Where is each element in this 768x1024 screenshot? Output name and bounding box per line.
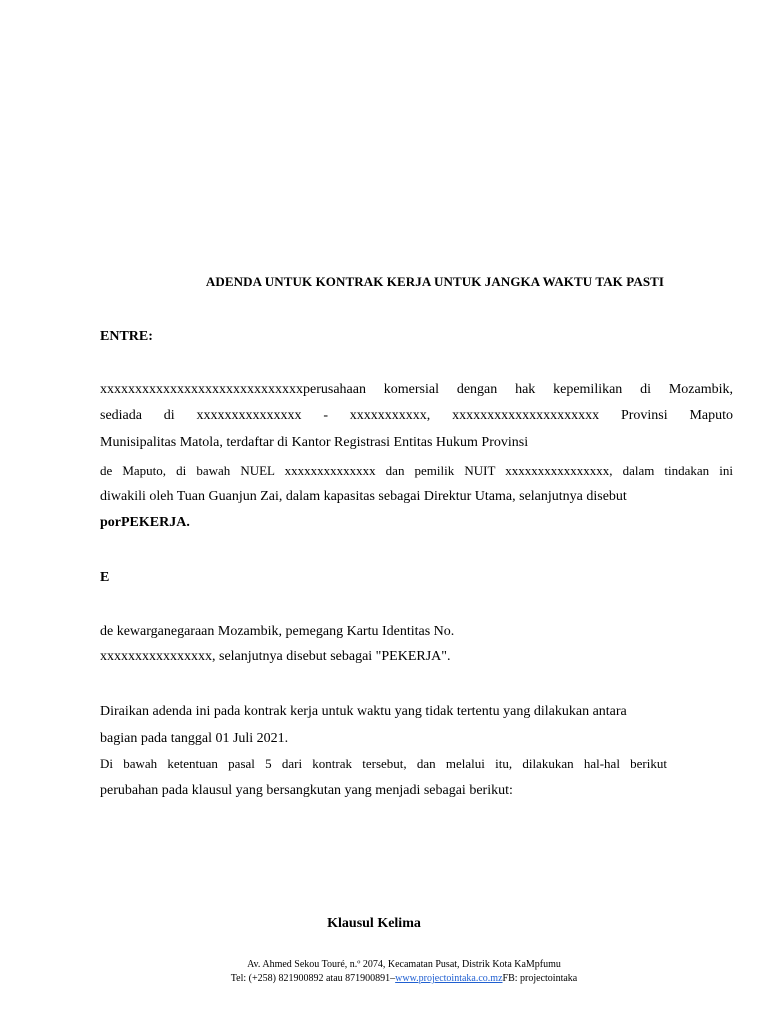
entre-label: ENTRE:: [100, 329, 153, 344]
party1-line-1: xxxxxxxxxxxxxxxxxxxxxxxxxxxxxperusahaan komersial dengan hak kepemilikan di Mozambik,: [100, 382, 733, 397]
footer-tel: Tel: (+258) 821900892 atau 871900891–: [230, 973, 396, 984]
party2-line-2: xxxxxxxxxxxxxxxx, selanjutnya disebut sebagai "PEKERJA".: [100, 649, 451, 664]
conjunction-label: E: [100, 570, 110, 585]
agreement-line-1: Diraikan adenda ini pada kontrak kerja untuk waktu yang tidak tertentu yang dilakukan antara: [100, 704, 627, 719]
party1-line-3: Munisipalitas Matola, terdaftar di Kantor Registrasi Entitas Hukum Provinsi: [100, 435, 529, 450]
party1-line-4: de Maputo, di bawah NUEL xxxxxxxxxxxxxx dan pemilik NUIT xxxxxxxxxxxxxxxx, dalam tindakan ini: [100, 463, 733, 478]
agreement-line-3: Di bawah ketentuan pasal 5 dari kontrak tersebut, dan melalui itu, dilakukan hal-hal berikut: [100, 756, 667, 771]
party1-designation: porPEKERJA.: [100, 515, 190, 530]
footer-website-link[interactable]: www.projectointaka.co.mz: [395, 973, 503, 984]
footer-address: Av. Ahmed Sekou Touré, n.º 2074, Kecamatan Pusat, Distrik Kota KaMpfumu: [247, 959, 561, 970]
clause-heading: Klausul Kelima: [327, 916, 421, 931]
party2-line-1: de kewarganegaraan Mozambik, pemegang Kartu Identitas No.: [100, 624, 455, 639]
document-title: ADENDA UNTUK KONTRAK KERJA UNTUK JANGKA WAKTU TAK PASTI: [205, 274, 665, 289]
footer-contact: [0, 973, 768, 984]
party1-line-2: sediada di xxxxxxxxxxxxxxx - xxxxxxxxxxx, xxxxxxxxxxxxxxxxxxxxx Provinsi Maputo: [100, 408, 733, 423]
footer-fb: FB: projectointaka: [502, 973, 578, 984]
agreement-line-4: perubahan pada klausul yang bersangkutan yang menjadi sebagai berikut:: [100, 783, 513, 798]
party1-line-5: diwakili oleh Tuan Guanjun Zai, dalam kapasitas sebagai Direktur Utama, selanjutnya disebut: [100, 489, 627, 504]
agreement-line-2: bagian pada tanggal 01 Juli 2021.: [100, 731, 289, 746]
